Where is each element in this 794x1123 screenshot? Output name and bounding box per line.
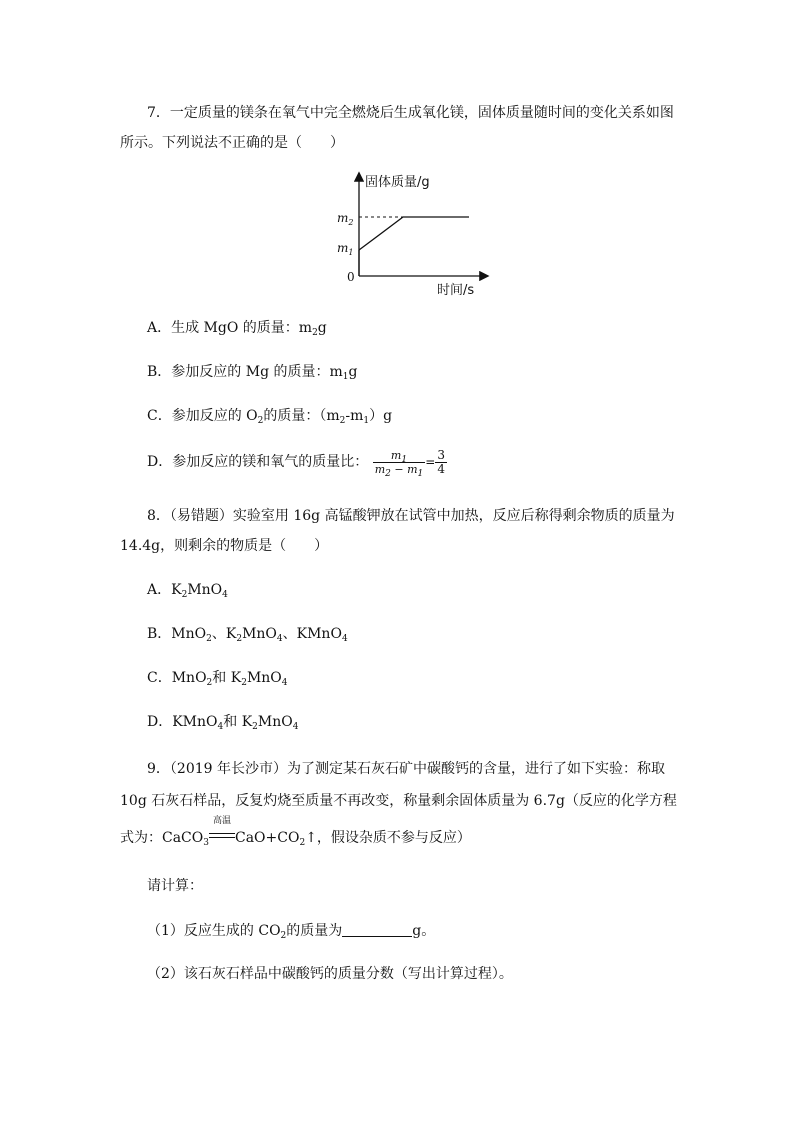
q9-stem-line1: 9．（2019 年长沙市）为了测定某石灰石矿中碳酸钙的含量，进行了如下实验：称取 bbox=[147, 761, 665, 777]
q9-sub1: （1）反应生成的 $CO_2$的质量为 g。 bbox=[147, 923, 436, 941]
ratio-value-fraction: $\frac{3}{4}$ bbox=[437, 447, 445, 476]
q8-option-d: D．KMnO$_4$和 $K_2MnO_4$ bbox=[147, 714, 299, 732]
q7-stem-line1: 7．一定质量的镁条在氧气中完全燃烧后生成氧化镁，固体质量随时间的变化关系如图 bbox=[147, 105, 674, 121]
x-axis-label: 时间/s bbox=[437, 283, 475, 298]
q8-option-a: A．$K_2MnO_4$ bbox=[147, 582, 228, 600]
y-axis-label: 固体质量/g bbox=[365, 175, 430, 190]
origin-label: 0 bbox=[347, 270, 355, 284]
q9-stem-line2: 10g 石灰石样品，反复灼烧至质量不再改变，称量剩余固体质量为 6.7g（反应的化学方程 bbox=[120, 793, 677, 809]
q9-stem-line3: 式为：CaCO$_3$ 高温 $CaO+CO_2↑$，假设杂质不参与反应） bbox=[120, 816, 471, 848]
q7-mass-time-figure bbox=[325, 168, 495, 298]
answer-blank[interactable] bbox=[342, 922, 412, 937]
m2-label: $m_2$ bbox=[337, 211, 354, 227]
reaction-condition: 高温 bbox=[209, 828, 235, 848]
q8-option-b: B．MnO$_2$、$K_2MnO_4$、KMnO$_4$ bbox=[147, 626, 348, 644]
q9-sub2: （2）该石灰石样品中碳酸钙的质量分数（写出计算过程）。 bbox=[147, 966, 513, 982]
q7-stem-line2: 所示。下列说法不正确的是（ ） bbox=[120, 135, 344, 151]
q7-option-b: B．参加反应的 Mg 的质量：$m_1g$ bbox=[147, 364, 358, 382]
q7-option-c: C．参加反应的 $O_2$的质量：$(m_2-m_1)g$ bbox=[147, 408, 393, 426]
mass-ratio-fraction: $\frac{m_1}{m_2 - m_1}$ bbox=[374, 448, 424, 479]
mass-curve bbox=[359, 217, 469, 250]
q8-stem-line2: 14.4g，则剩余的物质是（ ） bbox=[120, 538, 329, 554]
q7-option-a: A．生成 MgO 的质量：$m_2g$ bbox=[147, 320, 327, 338]
q8-option-c: C．MnO$_2$和 $K_2MnO_4$ bbox=[147, 670, 288, 688]
q7-option-d: D．参加反应的镁和氧气的质量比： $\frac{m_1}{m_2 - m_1}$ = $\frac{3}{4}$ bbox=[147, 447, 445, 479]
q9-please-calc: 请计算： bbox=[147, 878, 203, 894]
q8-stem-line1: 8．（易错题）实验室用 16g 高锰酸钾放在试管中加热，反应后称得剩余物质的质量为 bbox=[147, 508, 675, 524]
m1-label: $m_1$ bbox=[337, 241, 354, 257]
